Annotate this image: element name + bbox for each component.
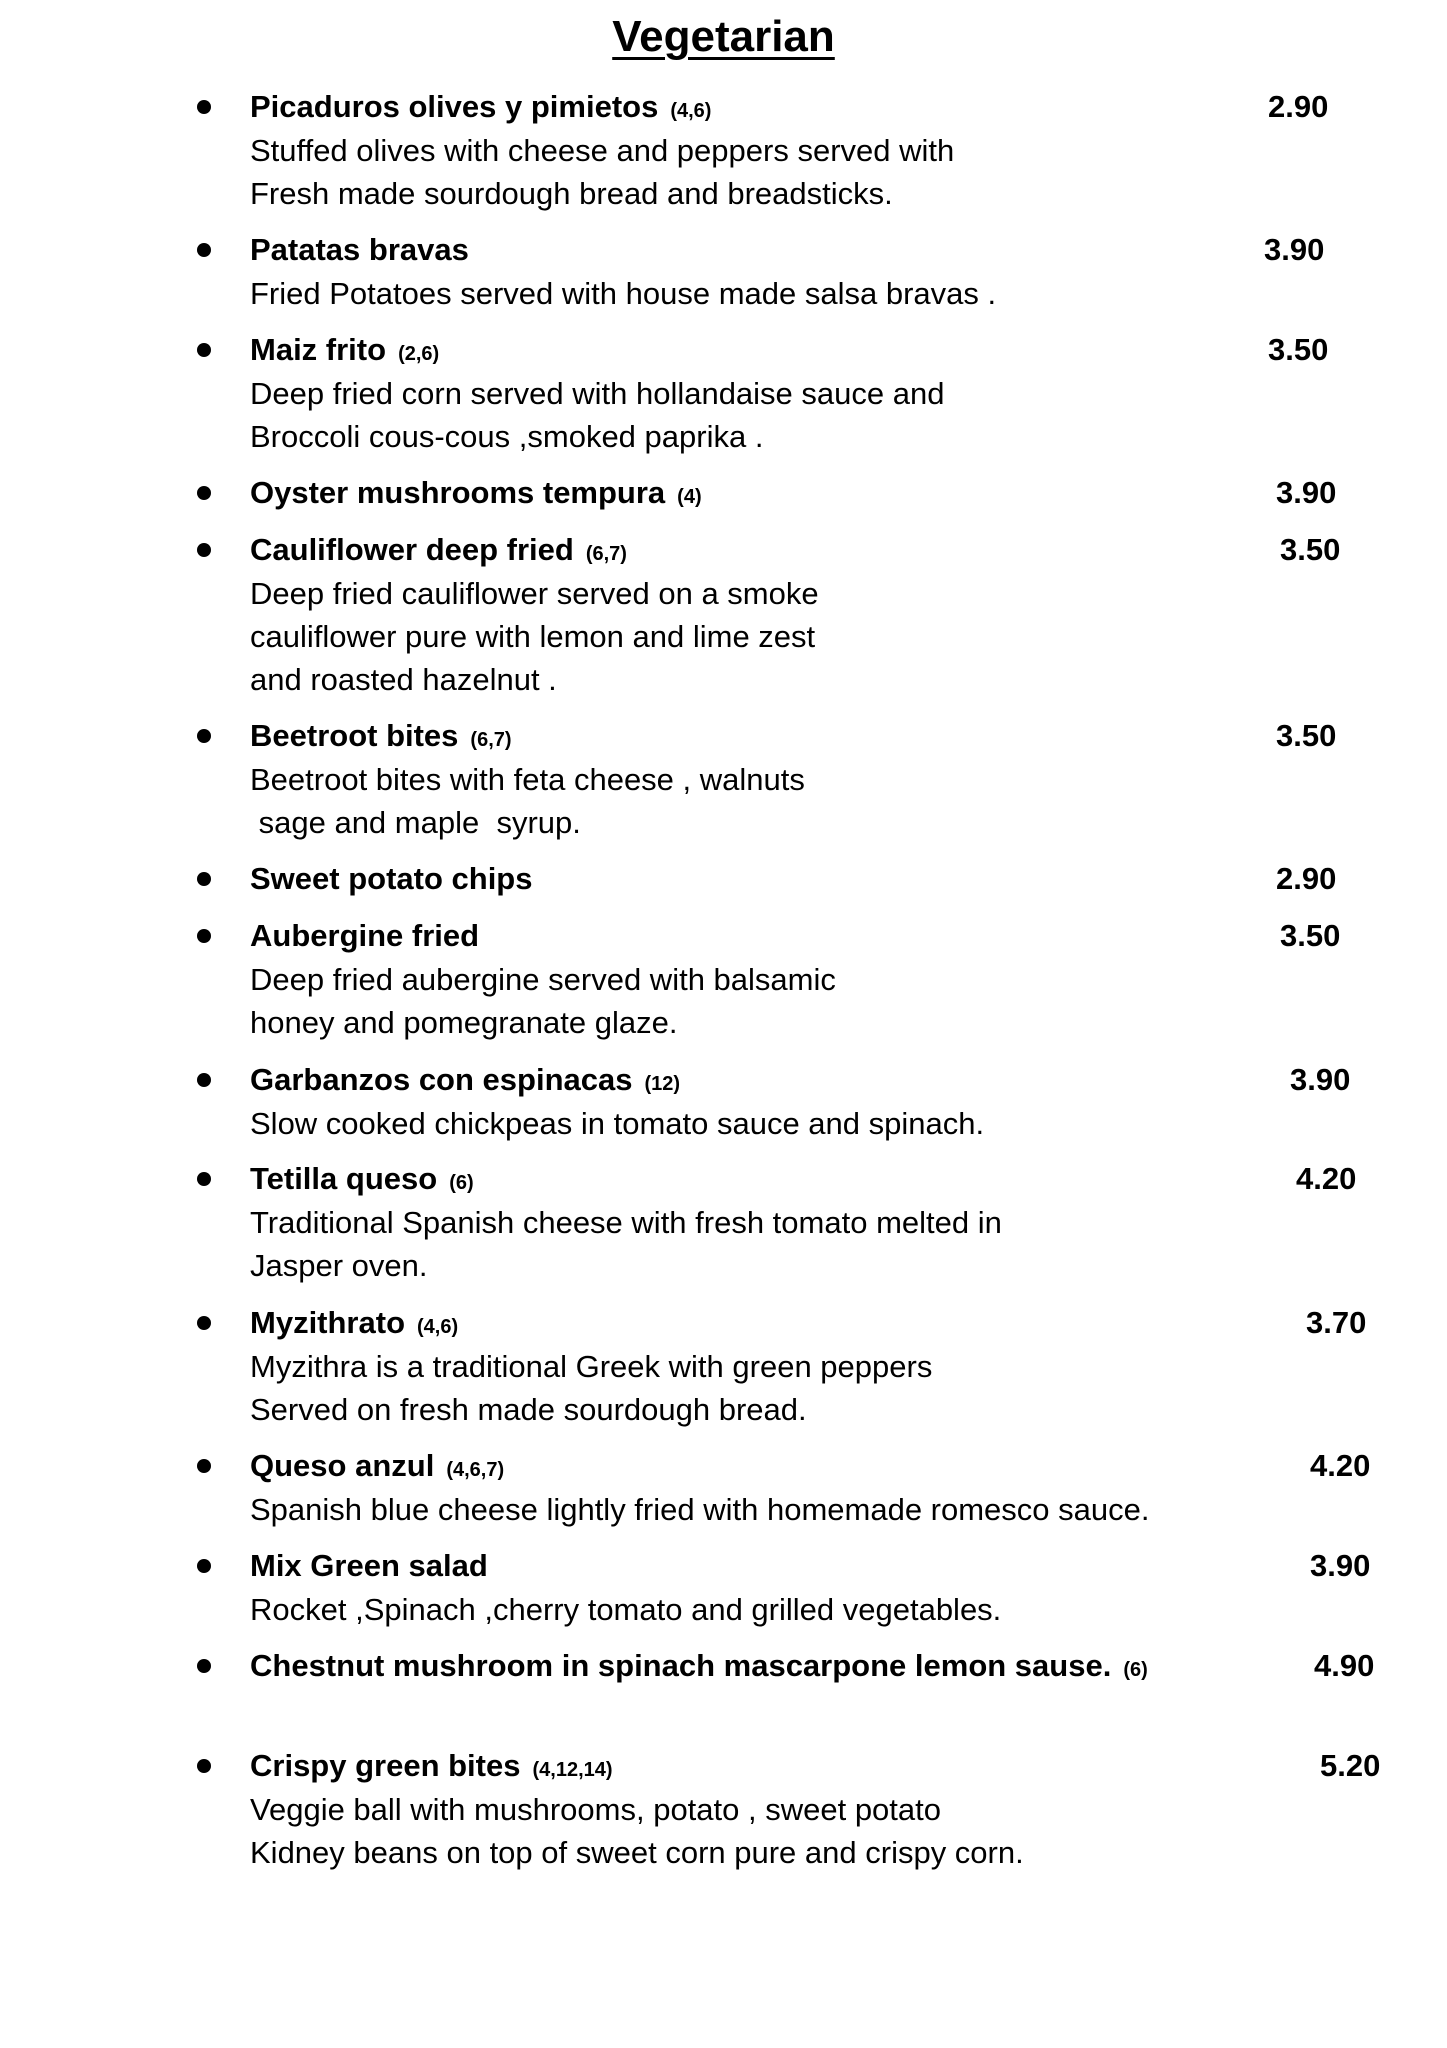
bullet-icon	[197, 872, 211, 886]
item-price: 3.50	[1280, 918, 1341, 953]
item-price: 3.50	[1276, 718, 1337, 753]
page-title: Vegetarian	[612, 12, 835, 61]
description-line: Myzithra is a traditional Greek with green peppers	[250, 1349, 933, 1384]
description-line: Fresh made sourdough bread and breadsticks.	[250, 176, 893, 211]
bullet-icon	[197, 729, 211, 743]
description-line: Deep fried aubergine served with balsamic	[250, 962, 836, 997]
bullet-icon	[197, 1073, 211, 1087]
item-allergens: (2,6)	[398, 343, 440, 365]
item-allergens: (4,12,14)	[532, 1759, 613, 1781]
item-name-text: Picaduros olives y pimietos	[250, 89, 659, 124]
item-price: 5.20	[1320, 1748, 1381, 1783]
description-line: Served on fresh made sourdough bread.	[250, 1392, 807, 1427]
item-allergens: (6,7)	[470, 729, 512, 751]
description-line: Beetroot bites with feta cheese , walnuts	[250, 762, 805, 797]
item-price: 2.90	[1276, 861, 1337, 896]
description-line: Kidney beans on top of sweet corn pure and crispy corn.	[250, 1835, 1024, 1870]
description-line: Broccoli cous-cous ,smoked paprika .	[250, 419, 764, 454]
bullet-icon	[197, 486, 211, 500]
item-allergens: (6)	[449, 1172, 474, 1194]
item-name	[250, 860, 532, 898]
item-name-text: Mix Green salad	[250, 1548, 488, 1583]
item-description	[250, 1102, 984, 1145]
item-name-text: Chestnut mushroom in spinach mascarpone lemon sause.	[250, 1648, 1112, 1683]
item-description	[250, 1588, 1001, 1631]
bullet-icon	[197, 243, 211, 257]
item-price: 3.90	[1264, 232, 1325, 267]
description-line: honey and pomegranate glaze.	[250, 1005, 678, 1040]
description-line: Slow cooked chickpeas in tomato sauce and spinach.	[250, 1106, 985, 1141]
description-line: Veggie ball with mushrooms, potato , sweet potato	[250, 1792, 942, 1827]
item-description	[250, 129, 954, 215]
item-name-text: Sweet potato chips	[250, 861, 533, 896]
item-price: 3.50	[1268, 332, 1329, 367]
item-name	[250, 531, 627, 573]
bullet-icon	[197, 1559, 211, 1573]
item-description	[250, 1488, 1149, 1531]
bullet-icon	[197, 343, 211, 357]
bullet-icon	[197, 929, 211, 943]
bullet-icon	[197, 1316, 211, 1330]
bullet-icon	[197, 1659, 211, 1673]
item-name-text: Queso anzul	[250, 1448, 435, 1483]
description-line: Traditional Spanish cheese with fresh tomato melted in	[250, 1205, 1002, 1240]
item-description	[250, 758, 805, 844]
item-name-text: Patatas bravas	[250, 232, 469, 267]
item-description	[250, 372, 944, 458]
bullet-icon	[197, 100, 211, 114]
item-price: 4.20	[1310, 1448, 1371, 1483]
item-description	[250, 958, 836, 1044]
description-line: Stuffed olives with cheese and peppers served with	[250, 133, 955, 168]
item-name	[250, 474, 702, 516]
item-name	[250, 717, 512, 759]
item-name	[250, 88, 711, 130]
item-name-text: Myzithrato	[250, 1305, 405, 1340]
item-price: 3.90	[1310, 1548, 1371, 1583]
description-line: Deep fried cauliflower served on a smoke	[250, 576, 819, 611]
description-line: Jasper oven.	[250, 1248, 428, 1283]
description-line: and roasted hazelnut .	[250, 662, 557, 697]
item-name	[250, 1160, 474, 1202]
item-allergens: (4,6)	[417, 1316, 459, 1338]
item-name	[250, 1647, 1148, 1689]
item-description	[250, 1345, 932, 1431]
item-name-text: Cauliflower deep fried	[250, 532, 574, 567]
item-description	[250, 572, 819, 701]
bullet-icon	[197, 1172, 211, 1186]
item-name	[250, 1547, 488, 1585]
description-line: Spanish blue cheese lightly fried with homemade romesco sauce.	[250, 1492, 1150, 1527]
item-price: 2.90	[1268, 89, 1329, 124]
item-description	[250, 1788, 1024, 1874]
item-allergens: (4,6,7)	[446, 1459, 505, 1481]
item-name	[250, 1061, 680, 1103]
description-line: Fried Potatoes served with house made salsa bravas .	[250, 276, 997, 311]
item-price: 3.50	[1280, 532, 1341, 567]
item-description	[250, 1201, 1002, 1287]
item-name	[250, 1447, 504, 1489]
item-allergens: (4,6)	[670, 100, 712, 122]
item-allergens: (6,7)	[585, 543, 627, 565]
item-price: 3.90	[1290, 1062, 1351, 1097]
item-name-text: Crispy green bites	[250, 1748, 521, 1783]
item-price: 4.90	[1314, 1648, 1375, 1683]
item-name-text: Tetilla queso	[250, 1161, 438, 1196]
item-name	[250, 331, 439, 373]
item-name-text: Beetroot bites	[250, 718, 459, 753]
description-line: Rocket ,Spinach ,cherry tomato and grilled vegetables.	[250, 1592, 1002, 1627]
item-name	[250, 917, 479, 955]
description-line: sage and maple syrup.	[250, 805, 581, 840]
bullet-icon	[197, 543, 211, 557]
item-price: 3.70	[1306, 1305, 1367, 1340]
item-name	[250, 1747, 613, 1789]
bullet-icon	[197, 1459, 211, 1473]
item-price: 3.90	[1276, 475, 1337, 510]
item-name-text: Maiz frito	[250, 332, 387, 367]
item-allergens: (6)	[1123, 1659, 1148, 1681]
item-allergens: (4)	[677, 486, 702, 508]
item-price: 4.20	[1296, 1161, 1357, 1196]
item-name-text: Aubergine fried	[250, 918, 480, 953]
description-line: cauliflower pure with lemon and lime zest	[250, 619, 816, 654]
item-allergens: (12)	[644, 1073, 681, 1095]
description-line: Deep fried corn served with hollandaise sauce and	[250, 376, 945, 411]
item-name-text: Garbanzos con espinacas	[250, 1062, 633, 1097]
bullet-icon	[197, 1759, 211, 1773]
item-name	[250, 1304, 458, 1346]
item-name-text: Oyster mushrooms tempura	[250, 475, 666, 510]
item-description	[250, 272, 996, 315]
item-name	[250, 231, 469, 269]
